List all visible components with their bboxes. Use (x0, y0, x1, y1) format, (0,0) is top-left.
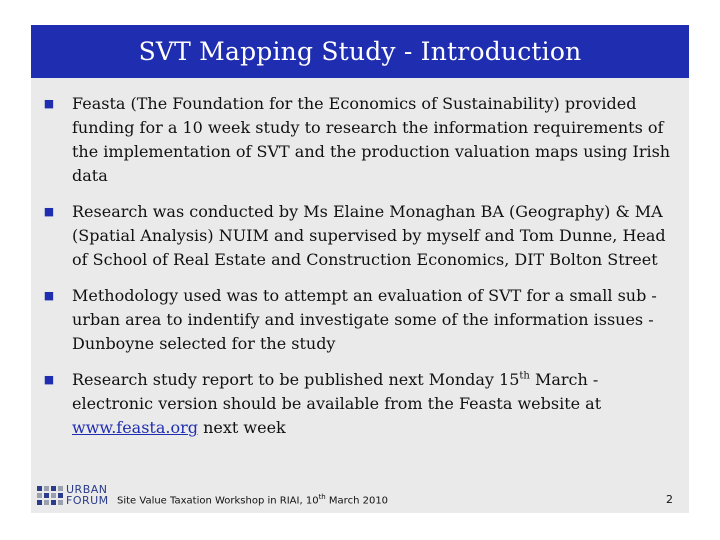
footer-text-part: March 2010 (325, 495, 389, 507)
bullet-list (42, 92, 682, 452)
logo-squares-icon (37, 486, 63, 505)
footer-caption (117, 493, 388, 506)
bullet-text-part: next week (198, 418, 286, 437)
square-bullet-icon: ■ (43, 289, 55, 302)
square-bullet-icon: ■ (43, 373, 55, 386)
logo-text-urban: URBAN (66, 483, 108, 496)
bullet-item (42, 368, 682, 440)
urban-forum-logo (37, 484, 109, 506)
footer (31, 484, 689, 514)
page-number: 2 (666, 493, 673, 506)
logo-text-forum: FORUM (66, 494, 109, 507)
slide-title: SVT Mapping Study - Introduction (138, 37, 582, 66)
bullet-text (72, 370, 601, 437)
superscript-th: th (519, 370, 530, 382)
bullet-item (42, 92, 682, 188)
title-bar (31, 25, 689, 78)
bullet-text-part: March - electronic version should be available from the Feasta website at (72, 370, 602, 413)
bullet-text: Methodology used was to attempt an evaluation of SVT for a small sub -urban area to indentify and investigate some of the information issues - Dunboyne selected for the study (72, 286, 657, 353)
footer-text-part: Site Value Taxation Workshop in RIAI, 10 (117, 495, 319, 507)
footer-superscript: th (318, 493, 326, 501)
bullet-text-part: Research study report to be published next Monday 15 (72, 370, 520, 389)
bullet-item (42, 284, 682, 356)
bullet-text: Feasta (The Foundation for the Economics of Sustainability) provided funding for a 10 week study to research the information requirements of the implementation of SVT and the production valuation maps using Irish data (72, 94, 671, 185)
bullet-item (42, 200, 682, 272)
bullet-text: Research was conducted by Ms Elaine Monaghan BA (Geography) & MA (Spatial Analysis) NUIM and supervised by myself and Tom Dunne, Head of School of Real Estate and Construction Economics, DIT Bolton Street (72, 202, 666, 269)
square-bullet-icon: ■ (43, 205, 55, 218)
square-bullet-icon: ■ (43, 97, 55, 110)
feasta-website-link[interactable]: www.feasta.org (72, 418, 198, 437)
